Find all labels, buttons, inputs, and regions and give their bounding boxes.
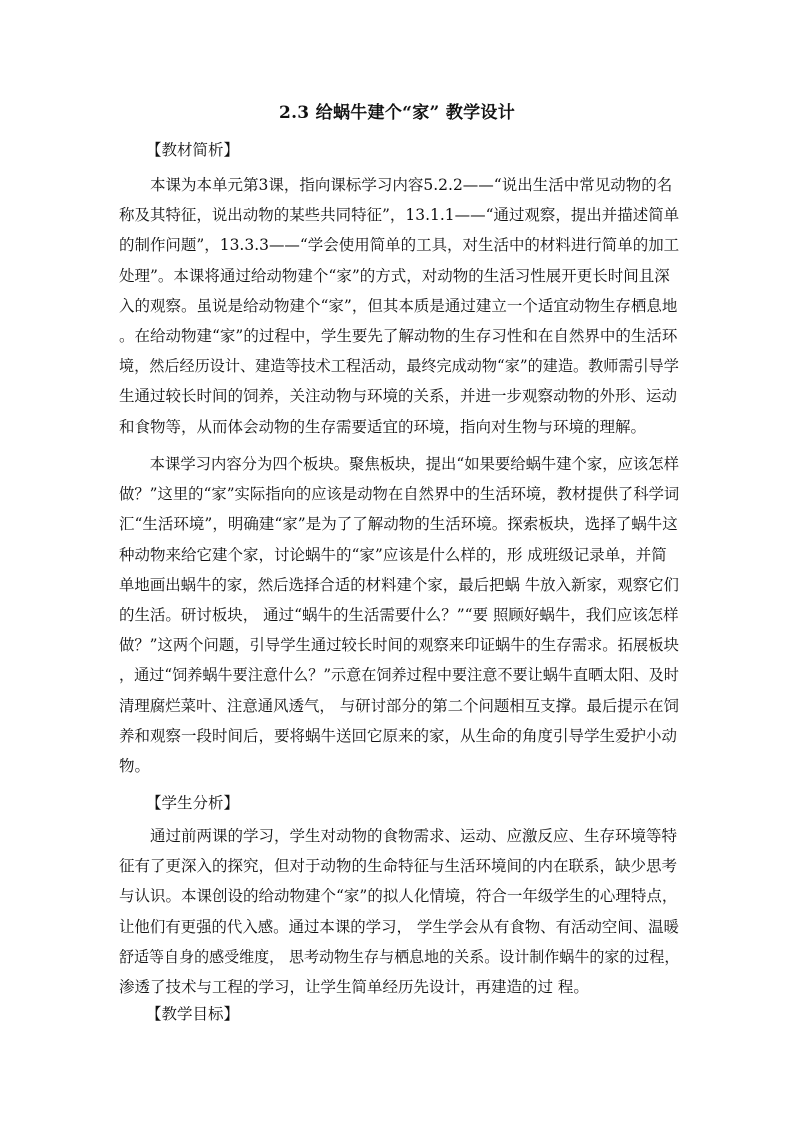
text-line: 种动物来给它建个家，讨论蜗牛的“家”应该是什么样的，形 成班级记录单，并简 <box>119 545 667 564</box>
text-line: 称及其特征，说出动物的某些共同特征”，13.1.1——“通过观察，提出并描述简单 <box>119 206 680 225</box>
text-line: 物。 <box>119 756 151 775</box>
text-line: 的生活。研讨板块， 通过“蜗牛的生活需要什么？”“要 照顾好蜗牛，我们应该怎样 <box>119 605 679 624</box>
text-line: 养和观察一段时间后，要将蜗牛送回它原来的家，从生命的角度引导学生爱护小动 <box>119 726 678 745</box>
text-line: 生通过较长时间的饲养，关注动物与环境的关系，并进一步观察动物的外形、运动 <box>119 387 678 406</box>
text-line: 本课为本单元第3课，指向课标学习内容5.2.2——“说出生活中常见动物的名 <box>150 176 673 194</box>
paragraph-material-2 <box>119 449 679 781</box>
text-line: 单地画出蜗牛的家，然后选择合适的材料建个家，最后把蜗 牛放入新家，观察它们 <box>119 575 679 594</box>
section-heading-goals: 【教学目标】 <box>146 1005 240 1023</box>
text-line: ，通过“饲养蜗牛要注意什么？”示意在饲养过程中要注意不要让蜗牛直晒太阳、及时 <box>119 666 679 685</box>
text-line: 处理”。本课将通过给动物建个“家”的方式，对动物的生活习性展开更长时间且深 <box>119 266 670 285</box>
text-line: 。在给动物建“家”的过程中，学生要先了解动物的生存习性和在自然界中的生活环 <box>119 326 678 345</box>
text-line: 渗透了技术与工程的学习，让学生简单经历先设计，再建造的过 程。 <box>119 977 589 996</box>
text-line: 本课学习内容分为四个板块。聚焦板块，提出“如果要给蜗牛建个家，应该怎样 <box>149 455 679 473</box>
text-line: 清理腐烂菜叶、注意通风透气， 与研讨部分的第二个问题相互支撑。最后提示在饲 <box>119 696 679 715</box>
paragraph-student-1 <box>119 821 679 1002</box>
text-line: 汇“生活环境”，明确建“家”是为了了解动物的生活环境。探索板块，选择了蜗牛这 <box>119 515 678 534</box>
text-line: 与认识。本课创设的给动物建个“家”的拟人化情境，符合一年级学生的心理特点， <box>119 887 678 906</box>
text-line: 做？”这里的“家”实际指向的应该是动物在自然界中的生活环境，教材提供了科学词 <box>119 485 680 504</box>
text-line: 舒适等自身的感受维度， 思考动物生存与栖息地的关系。设计制作蜗牛的家的过程， <box>119 947 680 966</box>
text-line: 做？”这两个问题，引导学生通过较长时间的观察来印证蜗牛的生存需求。拓展板块 <box>119 636 679 655</box>
text-line: 境，然后经历设计、建造等技术工程活动，最终完成动物“家”的建造。教师需引导学 <box>119 357 679 376</box>
text-line: 的制作问题”，13.3.3——“学会使用简单的工具，对生活中的材料进行简单的加工 <box>119 236 680 255</box>
section-heading-material: 【教材简析】 <box>146 141 240 159</box>
section-heading-student: 【学生分析】 <box>146 794 240 812</box>
text-line: 入的观察。虽说是给动物建个“家”，但其本质是通过建立一个适宜动物生存栖息地 <box>119 296 678 315</box>
text-line: 和食物等，从而体会动物的生存需要适宜的环境，指向对生物与环境的理解。 <box>119 417 647 436</box>
paragraph-material-1 <box>119 170 679 442</box>
text-line: 通过前两课的学习，学生对动物的食物需求、运动、应激反应、生存环境等特 <box>150 827 678 845</box>
document-title: 2.3 给蜗牛建个“家” 教学设计 <box>278 103 516 123</box>
text-line: 让他们有更强的代入感。通过本课的学习， 学生学会从有食物、有活动空间、温暖 <box>119 917 679 936</box>
text-line: 征有了更深入的探究，但对于动物的生命特征与生活环境间的内在联系，缺少思考 <box>119 857 678 876</box>
